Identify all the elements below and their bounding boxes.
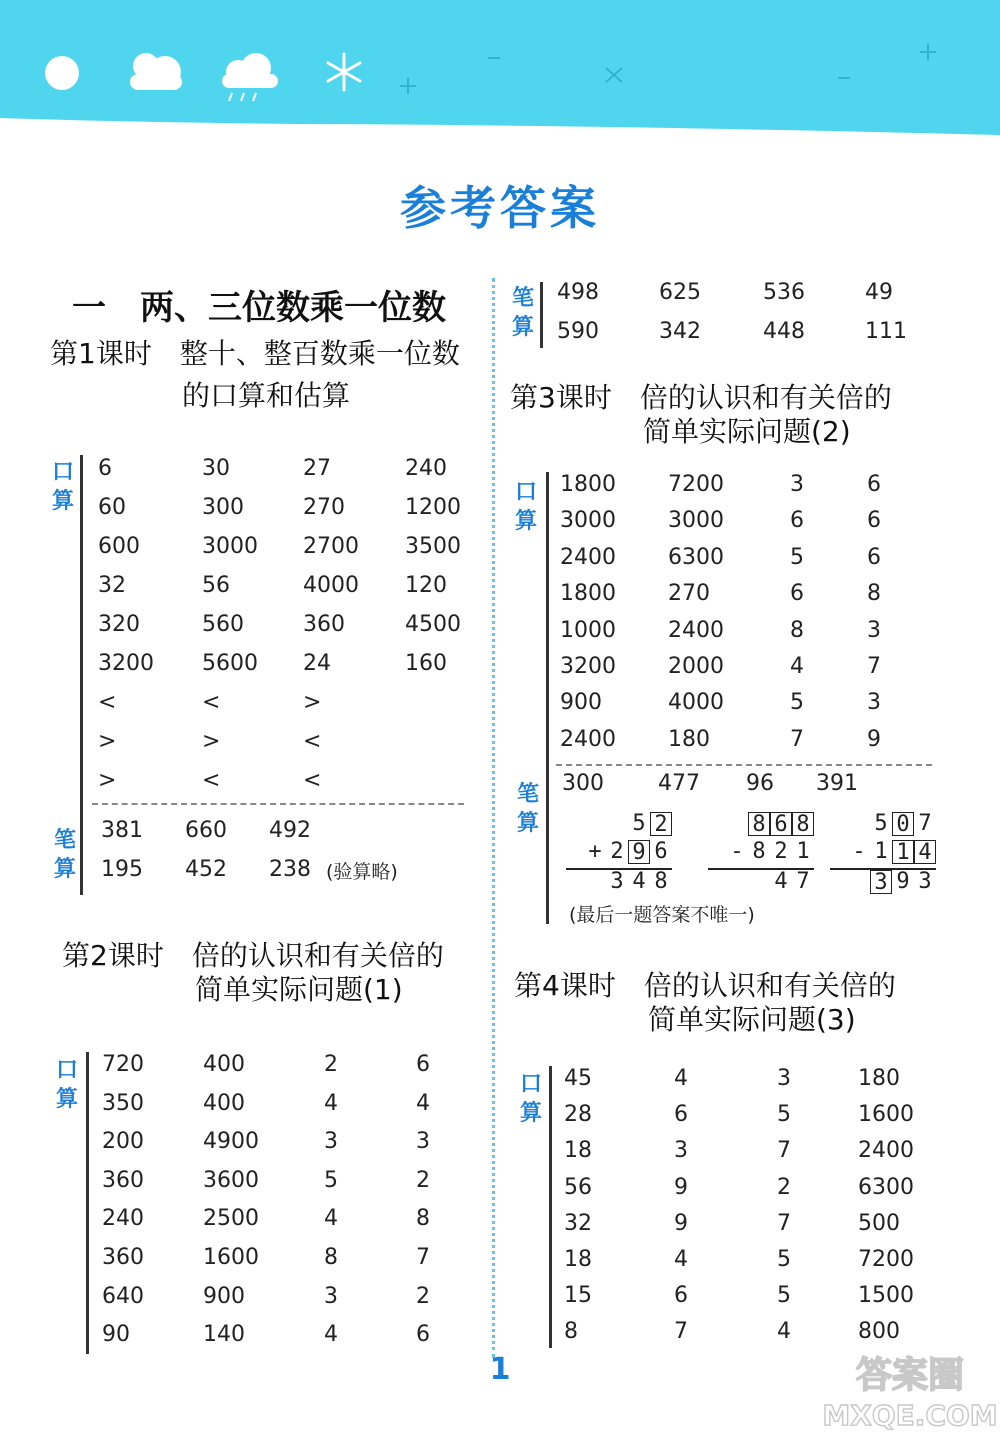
answer-cell: 9	[867, 726, 881, 752]
answer-cell: 7200	[858, 1246, 914, 1272]
lesson1-written-grid	[101, 818, 353, 896]
answer-cell: 477	[658, 771, 700, 796]
calc-digit: 3	[610, 869, 624, 894]
answer-cell: 4	[324, 1090, 338, 1116]
answer-cell: 6300	[668, 544, 724, 570]
answer-cell: 28	[564, 1102, 592, 1128]
answer-cell: 2	[416, 1167, 430, 1193]
answer-cell: 56	[564, 1174, 592, 1200]
answer-cell: 2	[777, 1174, 791, 1200]
separator	[556, 764, 932, 766]
answer-cell: 5600	[202, 651, 258, 676]
answer-cell: 4900	[203, 1129, 259, 1155]
answer-cell: 3	[416, 1129, 430, 1155]
oral-calc-label: 口 算	[514, 480, 537, 534]
answer-cell: 5	[777, 1246, 791, 1272]
bracket-bar	[546, 472, 549, 924]
bracket-bar	[540, 282, 543, 348]
calc-digit: 1	[796, 839, 810, 864]
answer-cell: 3	[777, 1066, 791, 1091]
answer-cell: 6	[674, 1102, 688, 1128]
bracket-bar	[80, 455, 83, 895]
answer-cell: 4	[674, 1066, 688, 1091]
header-banner	[0, 0, 1000, 135]
answer-cell: 8	[324, 1244, 338, 1270]
answer-cell: 8	[564, 1319, 578, 1345]
lesson1-oral-grid	[98, 456, 475, 807]
answer-cell	[405, 729, 475, 768]
answer-cell: 2	[324, 1052, 338, 1077]
calc-row	[566, 868, 672, 898]
separator	[92, 803, 464, 805]
answer-cell: 300	[562, 771, 604, 796]
answer-cell: >	[303, 690, 322, 715]
calc-row	[830, 812, 936, 840]
answer-cell: 300	[202, 495, 244, 520]
answer-cell: >	[98, 768, 117, 793]
answer-cell: 3000	[668, 508, 724, 534]
answer-cell: 560	[202, 612, 244, 637]
answer-cell: 240	[102, 1206, 144, 1232]
calc-digit: 0	[892, 812, 914, 836]
calc-digit: 7	[918, 811, 932, 836]
answer-cell: 900	[560, 690, 602, 716]
answer-cell: 6	[674, 1283, 688, 1309]
calc-digit: 4	[774, 869, 788, 894]
answer-cell: <	[98, 690, 117, 715]
answer-cell: 5	[777, 1102, 791, 1128]
answer-cell	[405, 690, 475, 729]
watermark-logo	[820, 1345, 1000, 1437]
vertical-calc-addition	[566, 812, 672, 898]
answer-cell: 6	[867, 508, 881, 534]
calc-row	[708, 812, 814, 840]
answer-cell: 492	[269, 818, 311, 843]
answer-cell: 3	[674, 1138, 688, 1164]
calc-row	[830, 868, 936, 898]
answer-cell: 1200	[405, 495, 461, 520]
answer-cell: 3	[867, 617, 881, 643]
oral-calc-label: 口 算	[519, 1072, 542, 1126]
written-calc-label: 笔 算	[511, 286, 534, 340]
answer-cell: 7	[790, 726, 804, 752]
calc-digit: -	[852, 839, 866, 864]
answer-cell: 140	[203, 1322, 245, 1348]
answer-cell: >	[98, 729, 117, 754]
answer-cell: 4	[790, 653, 804, 679]
answer-cell: 3500	[405, 534, 461, 559]
answer-cell: 238	[269, 857, 311, 882]
vertical-calc-subtraction-1	[708, 812, 814, 898]
answer-cell: 3	[790, 472, 804, 497]
answer-cell: 660	[185, 818, 227, 843]
calc-digit: 4	[632, 869, 646, 894]
answer-cell: 2400	[560, 726, 616, 752]
lesson1-heading: 第1课时 整十、整百数乘一位数	[50, 337, 460, 370]
answer-cell: 200	[102, 1129, 144, 1155]
answer-cell: 180	[858, 1066, 900, 1091]
sun-icon	[45, 56, 79, 90]
calc-digit: 7	[796, 869, 810, 894]
answer-cell: 5	[777, 1283, 791, 1309]
vertical-calc-subtraction-2	[830, 812, 936, 898]
lesson3-subheading: 简单实际问题(2)	[643, 415, 851, 448]
answer-cell: 6	[790, 508, 804, 534]
calc-digit: 8	[752, 839, 766, 864]
answer-cell: 342	[659, 319, 701, 344]
answer-cell: 15	[564, 1283, 592, 1309]
answer-cell: 6	[867, 544, 881, 570]
page-title: 参考答案	[400, 181, 600, 235]
answer-cell: 32	[98, 573, 126, 598]
calc-row	[708, 840, 814, 868]
answer-cell: 400	[203, 1090, 245, 1116]
answer-cell: 1600	[858, 1102, 914, 1128]
answer-cell: 536	[763, 280, 805, 305]
answer-cell: 3200	[98, 651, 154, 676]
answer-cell: 96	[746, 771, 774, 796]
answer-cell: 2400	[560, 544, 616, 570]
bracket-bar	[549, 1066, 552, 1348]
answer-cell: 1800	[560, 472, 616, 497]
answer-cell: 120	[405, 573, 447, 598]
answer-cell: 7	[867, 653, 881, 679]
answer-cell: 5	[790, 544, 804, 570]
answer-cell: <	[202, 768, 221, 793]
answer-cell: 1800	[560, 581, 616, 607]
answer-cell: 350	[102, 1090, 144, 1116]
calc-digit: +	[588, 839, 602, 864]
calc-digit: 5	[874, 811, 888, 836]
answer-cell: 4	[324, 1206, 338, 1232]
oral-calc-label: 口 算	[51, 460, 74, 514]
answer-cell: 2700	[303, 534, 359, 559]
answer-cell: 270	[668, 581, 710, 607]
lesson4-subheading: 简单实际问题(3)	[648, 1003, 856, 1036]
answer-cell: 391	[816, 771, 858, 796]
answer-cell: 6	[867, 472, 881, 497]
lesson3-heading: 第3课时 倍的认识和有关倍的	[510, 381, 892, 414]
calc-row	[708, 868, 814, 898]
calc-digit: 4	[914, 840, 936, 864]
calc-digit: 3	[918, 869, 932, 894]
answer-cell: 270	[303, 495, 345, 520]
answer-cell: >	[202, 729, 221, 754]
banner-background	[0, 0, 1000, 135]
bracket-bar	[86, 1052, 89, 1354]
answer-cell: 3200	[560, 653, 616, 679]
answer-cell: 1000	[560, 617, 616, 643]
answer-cell: 240	[405, 456, 447, 481]
answer-cell: 4500	[405, 612, 461, 637]
answer-cell: 360	[102, 1167, 144, 1193]
lesson3-written-grid	[562, 771, 876, 801]
written-calc-label: 笔 算	[53, 828, 76, 882]
lesson4-oral-grid	[564, 1066, 928, 1356]
answer-cell: 4000	[668, 690, 724, 716]
calc-digit: 3	[870, 870, 892, 894]
answer-cell: 448	[763, 319, 805, 344]
answer-cell: 195	[101, 857, 143, 882]
answer-cell: 27	[303, 456, 331, 481]
answer-cell: 2500	[203, 1206, 259, 1232]
answer-cell: 360	[102, 1244, 144, 1270]
calc-digit: -	[730, 839, 744, 864]
answer-cell: 3	[324, 1129, 338, 1155]
answer-cell: 3600	[203, 1167, 259, 1193]
answer-cell: 32	[564, 1210, 592, 1236]
answer-cell: 9	[674, 1174, 688, 1200]
answer-cell: 720	[102, 1052, 144, 1077]
answer-cell: 56	[202, 573, 230, 598]
answer-cell: 6	[98, 456, 112, 481]
lesson1-subheading: 的口算和估算	[182, 379, 351, 412]
answer-cell: 6	[416, 1052, 430, 1077]
answer-cell: 30	[202, 456, 230, 481]
answer-cell: 360	[303, 612, 345, 637]
answer-cell: 320	[98, 612, 140, 637]
calc-digit: 8	[792, 812, 814, 836]
answer-cell: 2400	[858, 1138, 914, 1164]
calc-digit: 6	[770, 812, 792, 836]
calc-digit: 6	[654, 839, 668, 864]
svg-text:MXQE.COM: MXQE.COM	[822, 1399, 998, 1432]
answer-cell: 4	[777, 1319, 791, 1345]
lesson3-note: (最后一题答案不唯一)	[569, 904, 755, 926]
calc-digit: 2	[774, 839, 788, 864]
answer-cell: 45	[564, 1066, 592, 1091]
answer-cell: 400	[203, 1052, 245, 1077]
answer-cell: 8	[416, 1206, 430, 1232]
answer-cell: 9	[674, 1210, 688, 1236]
answer-cell: 600	[98, 534, 140, 559]
answer-cell: 7200	[668, 472, 724, 497]
answer-cell: 180	[668, 726, 710, 752]
answer-cell: 7	[777, 1210, 791, 1236]
answer-cell: 111	[865, 319, 907, 344]
answer-cell: 8	[867, 581, 881, 607]
lesson2-oral-grid	[102, 1052, 476, 1361]
answer-cell: 1600	[203, 1244, 259, 1270]
answer-cell: 7	[674, 1319, 688, 1345]
answer-cell: 800	[858, 1319, 900, 1345]
calc-digit: 1	[892, 840, 914, 864]
answer-cell: 900	[203, 1283, 245, 1309]
answer-cell: 640	[102, 1283, 144, 1309]
right-top-written-grid	[557, 280, 925, 358]
section-heading: 一 两、三位数乘一位数	[72, 288, 446, 328]
answer-cell: 500	[858, 1210, 900, 1236]
answer-cell: 2400	[668, 617, 724, 643]
calc-digit: 9	[896, 869, 910, 894]
answer-cell: 4000	[303, 573, 359, 598]
answer-cell: 2000	[668, 653, 724, 679]
answer-cell: 7	[416, 1244, 430, 1270]
answer-cell: <	[202, 690, 221, 715]
calc-digit	[606, 812, 628, 836]
written-calc-label: 笔 算	[516, 782, 539, 836]
oral-calc-label: 口 算	[55, 1058, 78, 1112]
lesson2-subheading: 简单实际问题(1)	[195, 973, 403, 1006]
answer-cell: 3	[867, 690, 881, 716]
answer-cell: 2	[416, 1283, 430, 1309]
answer-cell: 90	[102, 1322, 130, 1348]
calc-digit: 1	[874, 839, 888, 864]
svg-text:答案圈: 答案圈	[855, 1355, 965, 1396]
calc-row	[566, 840, 672, 868]
answer-cell: 3	[324, 1283, 338, 1309]
answer-cell: 625	[659, 280, 701, 305]
answer-cell: 6300	[858, 1174, 914, 1200]
answer-cell: 3000	[560, 508, 616, 534]
lesson2-heading: 第2课时 倍的认识和有关倍的	[62, 939, 444, 972]
answer-cell: 49	[865, 280, 893, 305]
answer-cell: 5	[790, 690, 804, 716]
answer-cell: 18	[564, 1138, 592, 1164]
lesson1-note: (验算略)	[326, 861, 398, 883]
answer-cell: 452	[185, 857, 227, 882]
answer-cell: 498	[557, 280, 599, 305]
answer-cell: 60	[98, 495, 126, 520]
answer-cell: 4	[674, 1246, 688, 1272]
answer-cell: 3000	[202, 534, 258, 559]
calc-digit: 5	[632, 811, 646, 836]
lesson4-heading: 第4课时 倍的认识和有关倍的	[514, 969, 896, 1002]
answer-cell: 7	[777, 1138, 791, 1164]
calc-row	[830, 840, 936, 868]
answer-cell: 5	[324, 1167, 338, 1193]
calc-digit: 8	[748, 812, 770, 836]
column-divider	[492, 278, 495, 1358]
answer-cell: 4	[324, 1322, 338, 1348]
answer-cell: 6	[416, 1322, 430, 1348]
calc-digit: 8	[654, 869, 668, 894]
answer-cell: 24	[303, 651, 331, 676]
answer-cell: <	[303, 768, 322, 793]
answer-cell: 18	[564, 1246, 592, 1272]
answer-cell: 6	[790, 581, 804, 607]
answer-cell: <	[303, 729, 322, 754]
answer-cell: 1500	[858, 1283, 914, 1309]
calc-digit: 9	[628, 840, 650, 864]
answer-cell: 8	[790, 617, 804, 643]
lesson3-oral-grid	[560, 472, 927, 763]
calc-digit: 2	[650, 812, 672, 836]
answer-cell: 590	[557, 319, 599, 344]
answer-cell	[405, 768, 475, 807]
answer-cell: 4	[416, 1090, 430, 1116]
page-number: 1	[489, 1352, 511, 1387]
answer-cell: 381	[101, 818, 143, 843]
calc-row	[566, 812, 672, 840]
calc-digit: 2	[610, 839, 624, 864]
answer-cell: 160	[405, 651, 447, 676]
